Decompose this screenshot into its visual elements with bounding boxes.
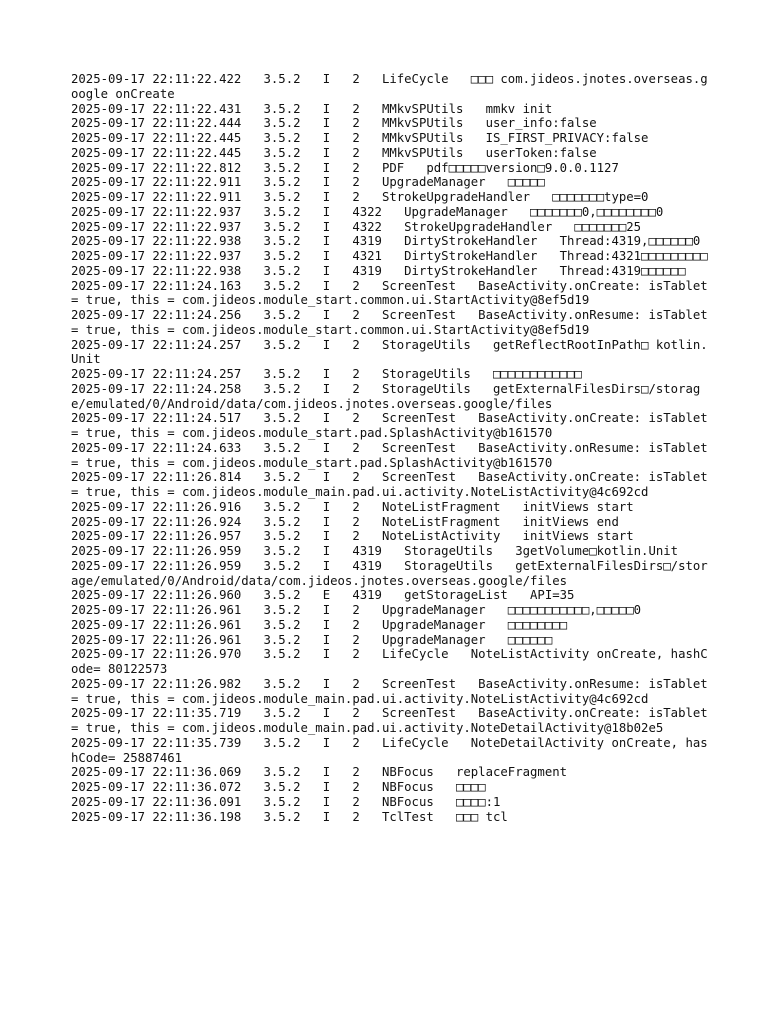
log-entry: 2025-09-17 22:11:22.937 3.5.2 I 4322 StrokeUpgradeHandler □□□□□□□25 [71, 219, 642, 234]
log-entry: 2025-09-17 22:11:26.916 3.5.2 I 2 NoteListFragment initViews start [71, 499, 634, 514]
log-entry: 2025-09-17 22:11:35.739 3.5.2 I 2 LifeCycle NoteDetailActivity onCreate, hashCode= 25887461 [71, 735, 708, 765]
log-entry: 2025-09-17 22:11:26.960 3.5.2 E 4319 getStorageList API=35 [71, 588, 575, 603]
log-entry: 2025-09-17 22:11:22.445 3.5.2 I 2 MMkvSPUtils userToken:false [71, 145, 597, 160]
log-entry: 2025-09-17 22:11:26.961 3.5.2 I 2 UpgradeManager □□□□□□□□ [71, 617, 568, 632]
log-entry: 2025-09-17 22:11:26.982 3.5.2 I 2 ScreenTest BaseActivity.onResume: isTablet = true, this = com.jideos.module_main.pad.ui.activity.NoteListActivity@4c692cd [71, 676, 716, 706]
log-entry: 2025-09-17 22:11:22.911 3.5.2 I 2 StrokeUpgradeHandler □□□□□□□type=0 [71, 190, 649, 204]
log-entry: 2025-09-17 22:11:24.257 3.5.2 I 2 StorageUtils getReflectRootInPath□ kotlin.Unit [71, 337, 708, 367]
log-entry: 2025-09-17 22:11:24.633 3.5.2 I 2 ScreenTest BaseActivity.onResume: isTablet = true, this = com.jideos.module_start.pad.SplashActivity@b161570 [71, 440, 716, 470]
log-entry: 2025-09-17 22:11:36.198 3.5.2 I 2 TclTest □□□ tcl [71, 809, 508, 824]
log-entry: 2025-09-17 22:11:22.431 3.5.2 I 2 MMkvSPUtils mmkv init [71, 101, 553, 116]
log-entry: 2025-09-17 22:11:26.957 3.5.2 I 2 NoteListActivity initViews start [71, 529, 634, 544]
log-entry: 2025-09-17 22:11:22.938 3.5.2 I 4319 DirtyStrokeHandler Thread:4319□□□□□□ [71, 263, 686, 278]
log-entry: 2025-09-17 22:11:26.924 3.5.2 I 2 NoteListFragment initViews end [71, 514, 619, 529]
log-entry: 2025-09-17 22:11:36.072 3.5.2 I 2 NBFocus □□□□ [71, 780, 486, 794]
log-entry: 2025-09-17 22:11:22.445 3.5.2 I 2 MMkvSPUtils IS_FIRST_PRIVACY:false [71, 131, 649, 145]
log-entry: 2025-09-17 22:11:22.812 3.5.2 I 2 PDF pdf□□□□□version□9.0.0.1127 [71, 160, 619, 175]
log-entry: 2025-09-17 22:11:36.091 3.5.2 I 2 NBFocus □□□□:1 [71, 794, 501, 809]
log-entry: 2025-09-17 22:11:26.814 3.5.2 I 2 ScreenTest BaseActivity.onCreate: isTablet = true, this = com.jideos.module_main.pad.ui.activity.NoteListActivity@4c692cd [71, 470, 716, 499]
log-entry: 2025-09-17 22:11:24.256 3.5.2 I 2 ScreenTest BaseActivity.onResume: isTablet = true, this = com.jideos.module_start.common.ui.StartActivity@8ef5d19 [71, 308, 716, 337]
log-document [71, 72, 716, 824]
log-entry: 2025-09-17 22:11:24.163 3.5.2 I 2 ScreenTest BaseActivity.onCreate: isTablet = true, this = com.jideos.module_start.common.ui.StartActivity@8ef5d19 [71, 278, 716, 308]
log-entry: 2025-09-17 22:11:22.422 3.5.2 I 2 LifeCycle □□□ com.jideos.jnotes.overseas.google onCreate [71, 72, 708, 101]
log-entry: 2025-09-17 22:11:24.258 3.5.2 I 2 StorageUtils getExternalFilesDirs□/storage/emulated/0/Android/data/com.jideos.jnotes.overseas.google/files [71, 381, 701, 411]
log-entry: 2025-09-17 22:11:22.444 3.5.2 I 2 MMkvSPUtils user_info:false [71, 116, 597, 131]
log-entry: 2025-09-17 22:11:26.961 3.5.2 I 2 UpgradeManager □□□□□□□□□□□,□□□□□0 [71, 603, 642, 617]
log-entry: 2025-09-17 22:11:24.517 3.5.2 I 2 ScreenTest BaseActivity.onCreate: isTablet = true, this = com.jideos.module_start.pad.SplashActivity@b161570 [71, 411, 716, 440]
log-entry: 2025-09-17 22:11:26.961 3.5.2 I 2 UpgradeManager □□□□□□ [71, 632, 553, 647]
log-entry: 2025-09-17 22:11:26.970 3.5.2 I 2 LifeCycle NoteListActivity onCreate, hashCode= 80122573 [71, 647, 708, 676]
log-entry: 2025-09-17 22:11:35.719 3.5.2 I 2 ScreenTest BaseActivity.onCreate: isTablet = true, this = com.jideos.module_main.pad.ui.activity.NoteDetailActivity@18b02e5 [71, 706, 716, 735]
log-entry: 2025-09-17 22:11:24.257 3.5.2 I 2 StorageUtils □□□□□□□□□□□□ [71, 367, 582, 381]
log-entry: 2025-09-17 22:11:22.911 3.5.2 I 2 UpgradeManager □□□□□ [71, 175, 545, 190]
log-entry: 2025-09-17 22:11:22.937 3.5.2 I 4322 UpgradeManager □□□□□□□0,□□□□□□□□0 [71, 204, 664, 219]
log-entry: 2025-09-17 22:11:26.959 3.5.2 I 4319 StorageUtils getExternalFilesDirs□/storage/emulated/0/Android/data/com.jideos.jnotes.overseas.google/files [71, 558, 708, 588]
log-entry: 2025-09-17 22:11:26.959 3.5.2 I 4319 StorageUtils 3getVolume□kotlin.Unit [71, 544, 679, 558]
log-entry: 2025-09-17 22:11:22.937 3.5.2 I 4321 DirtyStrokeHandler Thread:4321□□□□□□□□□ [71, 249, 708, 263]
log-entry: 2025-09-17 22:11:36.069 3.5.2 I 2 NBFocus replaceFragment [71, 765, 568, 780]
log-entry: 2025-09-17 22:11:22.938 3.5.2 I 4319 DirtyStrokeHandler Thread:4319,□□□□□□0 [71, 234, 701, 249]
